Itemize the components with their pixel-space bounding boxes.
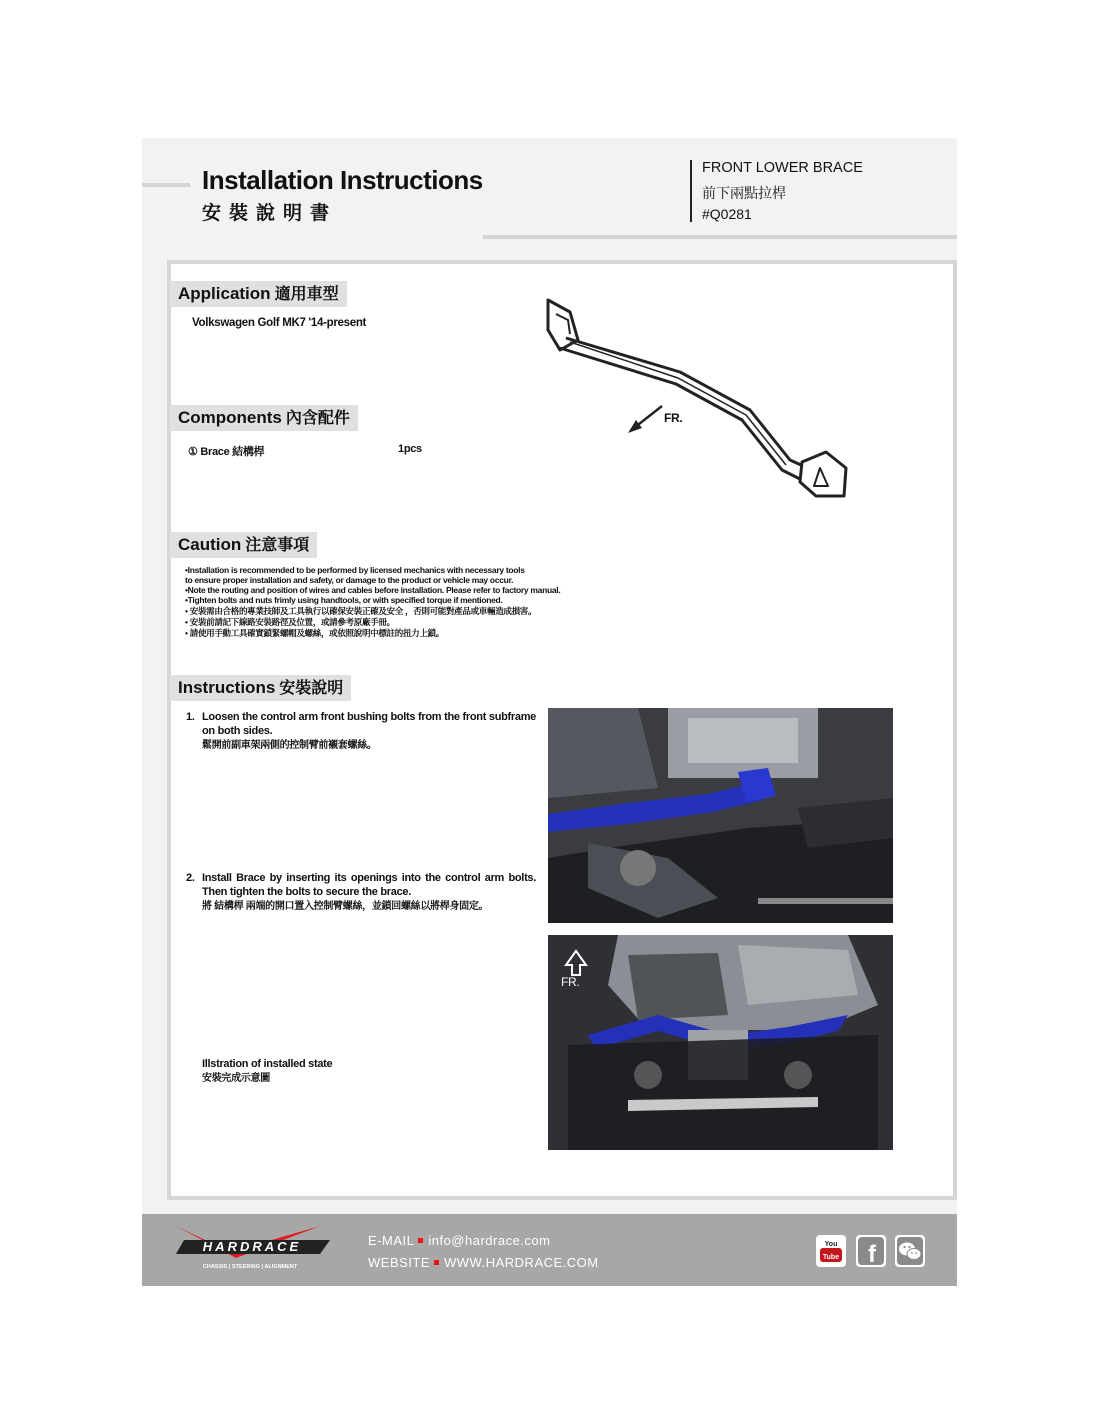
facebook-icon[interactable] — [856, 1235, 886, 1267]
component-item-name: ① Brace 結構桿 — [188, 446, 265, 458]
svg-text:f: f — [868, 1241, 876, 1267]
caution-line: to ensure proper installation and safety, or damage to the product or vehicle may occur. — [185, 575, 514, 585]
footer-website[interactable] — [368, 1255, 599, 1270]
wechat-icon[interactable] — [895, 1235, 925, 1267]
components-title-zh: 內含配件 — [285, 408, 350, 427]
header-right-rule — [483, 235, 957, 239]
photo-step-1-art — [548, 708, 893, 923]
website-url: WWW.HARDRACE.COM — [444, 1255, 599, 1270]
step-1-text-zh: 鬆開前副車架兩側的控制臂前襯套螺絲。 — [202, 740, 377, 751]
page-title-zh: 安裝說明書 — [202, 202, 338, 224]
components-title: Components — [178, 408, 282, 427]
component-item-qty: 1pcs — [398, 443, 422, 455]
product-name-zh: 前下兩點拉桿 — [702, 185, 786, 201]
header-divider — [690, 160, 692, 222]
caution-line: •Tighten bolts and nuts frimly using handtools, or with specified torque if mentioned. — [185, 595, 503, 605]
caution-line: • 請使用手動工具確實鎖緊螺帽及螺絲，或依照說明中標註的扭力上鎖。 — [185, 628, 444, 638]
caution-line: • 安裝前請記下線路安裝路徑及位置，或請參考原廠手冊。 — [185, 617, 395, 627]
svg-text:Tube: Tube — [822, 1254, 840, 1261]
part-number: #Q0281 — [702, 206, 752, 222]
step-2-text-zh: 將 結構桿 兩端的開口置入控制臂螺絲，並鎖回螺絲以將桿身固定。 — [202, 901, 489, 912]
caution-title: Caution — [178, 535, 242, 554]
step-1-text: Loosen the control arm front bushing bolts from the front subframe on both sides. — [202, 711, 536, 737]
application-title-zh: 適用車型 — [274, 284, 339, 303]
instructions-title: Instructions — [178, 678, 276, 697]
illustration-caption-zh: 安裝完成示意圖 — [202, 1073, 270, 1084]
brace-bar-lower — [560, 348, 806, 482]
vehicle-application: Volkswagen Golf MK7 '14-present — [192, 317, 367, 329]
step-2-text: Install Brace by inserting its openings into the control arm bolts. Then tighten the bolts to secure the brace. — [202, 872, 536, 898]
header-left-rule — [142, 183, 190, 187]
photo-step-1 — [548, 708, 893, 923]
illustration-caption: Illstration of installed state — [202, 1058, 333, 1070]
svg-text:CHASSIS | STEERING | ALIGNMENT: CHASSIS | STEERING | ALIGNMENT — [202, 1264, 298, 1270]
svg-text:You: You — [824, 1241, 838, 1248]
email-address: info@hardrace.com — [428, 1233, 551, 1248]
svg-text:HARDRACE: HARDRACE — [202, 1239, 302, 1254]
brace-diagram — [530, 290, 860, 510]
caution-line: •Installation is recommended to be performed by licensed mechanics with necessary tools — [185, 565, 525, 575]
red-square-icon — [418, 1238, 423, 1243]
page-title: Installation Instructions — [202, 165, 483, 195]
footer-email[interactable] — [368, 1233, 550, 1248]
front-direction-arrow — [628, 406, 662, 433]
application-title: Application — [178, 284, 271, 303]
step-number: 2. — [186, 872, 195, 884]
photo-fr-label: FR. — [561, 975, 580, 989]
hardrace-logo — [170, 1220, 340, 1278]
photo-installed-art — [548, 935, 893, 1150]
product-name: FRONT LOWER BRACE — [702, 160, 863, 176]
youtube-icon[interactable] — [816, 1235, 846, 1267]
step-number: 1. — [186, 711, 195, 723]
application-heading — [170, 281, 347, 307]
caution-title-zh: 注意事項 — [245, 535, 310, 554]
caution-line: • 安裝需由合格的專業技師及工具執行以確保安裝正確及安全 ，否則可能對產品或車輛造成損害。 — [185, 606, 537, 616]
red-square-icon — [434, 1260, 439, 1265]
diagram-fr-label: FR. — [664, 411, 683, 425]
instructions-title-zh: 安裝說明 — [279, 678, 344, 697]
components-heading — [170, 405, 358, 431]
caution-heading — [170, 532, 317, 558]
email-label: E-MAIL — [368, 1233, 415, 1248]
website-label: WEBSITE — [368, 1255, 431, 1270]
photo-installed — [548, 935, 893, 1150]
caution-line: •Note the routing and position of wires and cables before installation. Please refer to factory manual. — [185, 585, 561, 595]
instructions-heading — [170, 675, 351, 701]
